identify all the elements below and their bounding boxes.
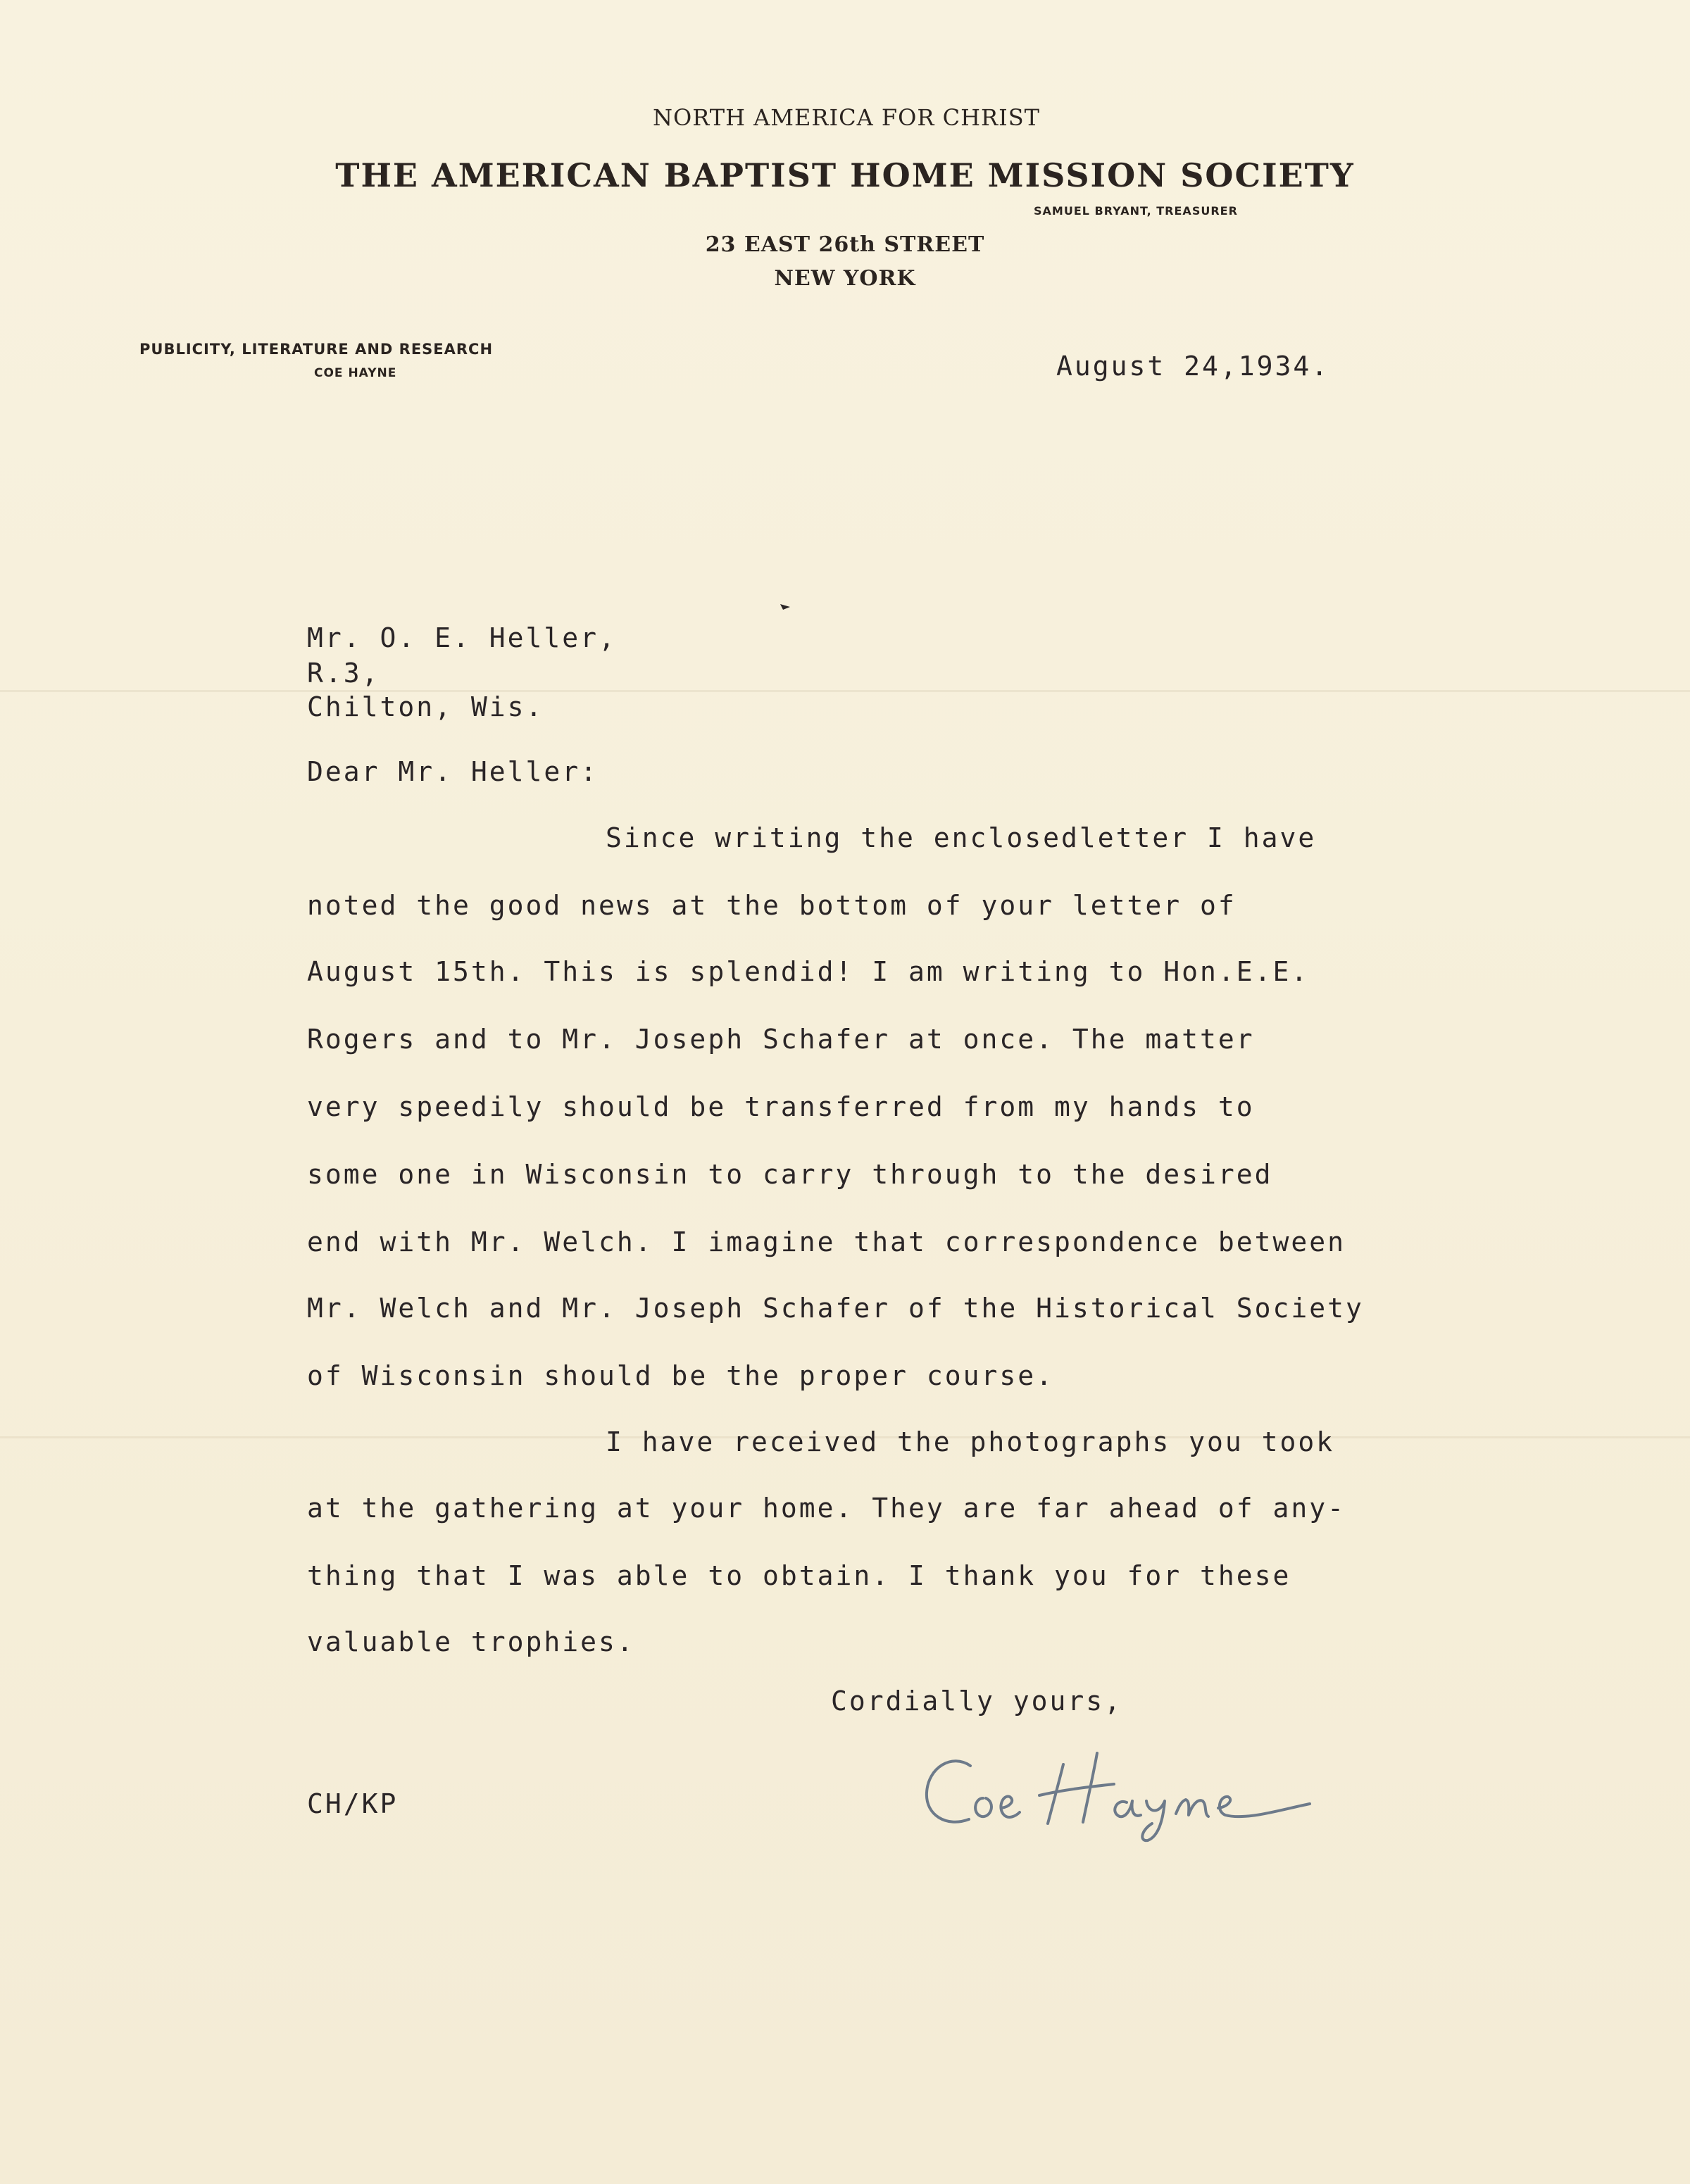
recipient-route: R.3, (307, 658, 380, 689)
body-line: August 15th. This is splendid! I am writing to Hon.E.E. (307, 956, 1310, 987)
body-line: Since writing the enclosedletter I have (606, 822, 1317, 853)
salutation: Dear Mr. Heller: (307, 756, 599, 787)
recipient-city: Chilton, Wis. (307, 691, 544, 722)
body-line: some one in Wisconsin to carry through to the desired (307, 1159, 1273, 1190)
letterhead-department: PUBLICITY, LITERATURE AND RESEARCH (139, 341, 494, 358)
body-line: noted the good news at the bottom of your letter of (307, 890, 1237, 921)
letter-date: August 24,1934. (1056, 351, 1330, 382)
closing: Cordially yours, (831, 1686, 1123, 1717)
body-line: very speedily should be transferred from my hands to (307, 1091, 1255, 1122)
letterhead-motto: NORTH AMERICA FOR CHRIST (652, 104, 1040, 131)
recipient-name: Mr. O. E. Heller, (307, 622, 617, 653)
body-line: at the gathering at your home. They are far ahead of any- (307, 1493, 1346, 1524)
paper-fold-line (0, 690, 1690, 692)
letterhead-city: NEW YORK (774, 266, 916, 291)
handwritten-signature (915, 1725, 1317, 1845)
body-line: of Wisconsin should be the proper course. (307, 1360, 1054, 1391)
ink-speck (780, 604, 790, 610)
letterhead-treasurer: SAMUEL BRYANT, TREASURER (1034, 204, 1238, 218)
body-line: thing that I was able to obtain. I thank you for these (307, 1560, 1291, 1591)
body-line: end with Mr. Welch. I imagine that correspondence between (307, 1226, 1346, 1257)
letterhead-street: 23 EAST 26th STREET (705, 232, 985, 257)
body-line: Mr. Welch and Mr. Joseph Schafer of the Historical Society (307, 1293, 1364, 1324)
letterhead-organization: THE AMERICAN BAPTIST HOME MISSION SOCIETY (335, 156, 1355, 194)
body-line: Rogers and to Mr. Joseph Schafer at once. The matter (307, 1024, 1255, 1055)
letterhead-department-person: COE HAYNE (314, 366, 397, 380)
body-line: valuable trophies. (307, 1626, 635, 1657)
body-line: I have received the photographs you took (606, 1426, 1335, 1457)
typist-initials: CH/KP (307, 1788, 399, 1819)
